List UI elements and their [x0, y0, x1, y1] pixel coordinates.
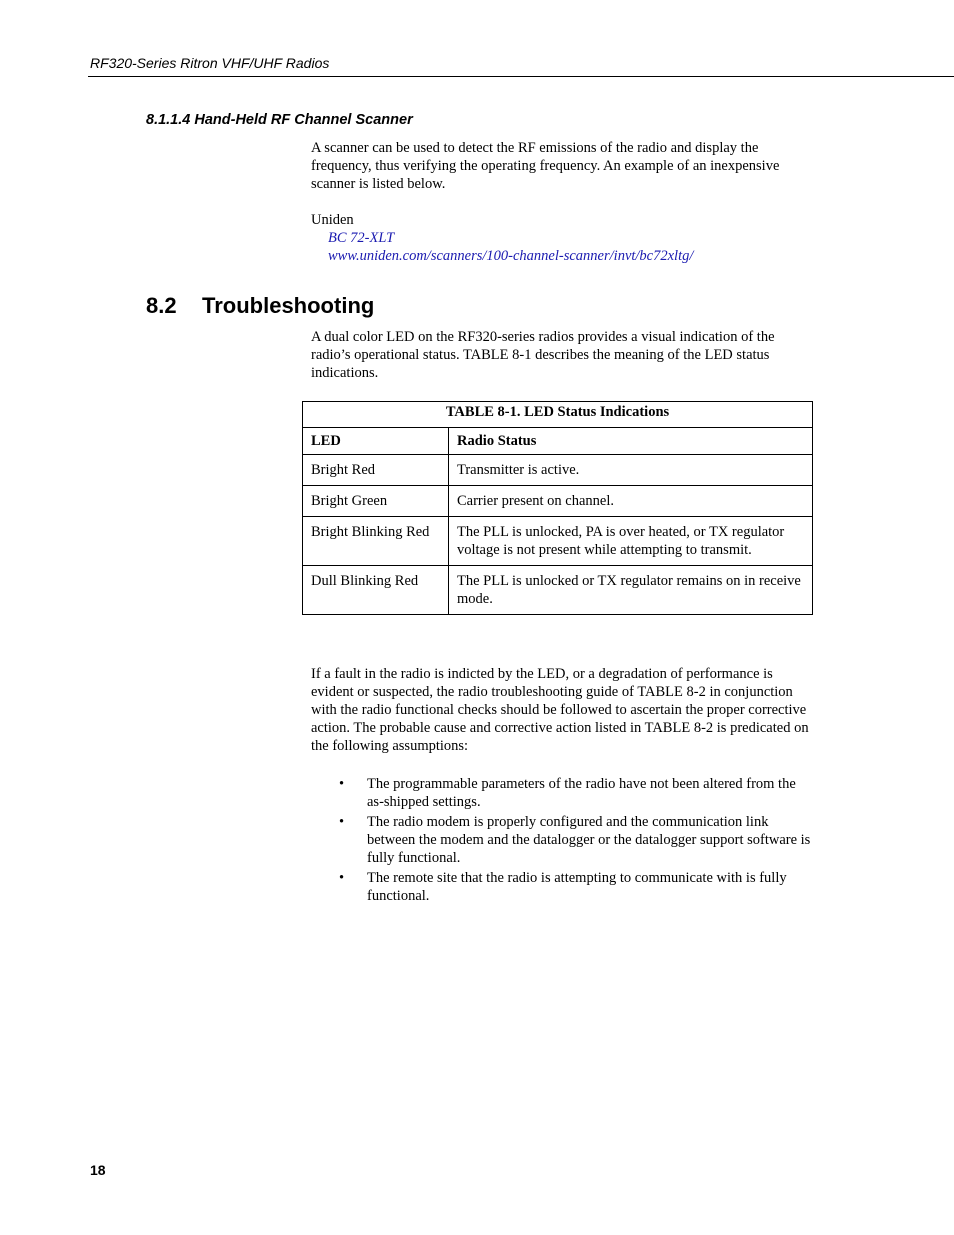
table-caption-row	[303, 402, 813, 428]
table-row	[303, 566, 813, 615]
table-header-row	[303, 428, 813, 455]
list-item	[311, 813, 811, 867]
troubleshooting-intro: A dual color LED on the RF320-series radios provides a visual indication of the radio’s operational status. TABLE 8-1 describes the meaning of the LED status indications.	[311, 329, 775, 381]
led-cell: Bright Blinking Red	[303, 517, 449, 566]
status-cell: The PLL is unlocked, PA is over heated, or TX regulator voltage is not present while attempting to transmit.	[449, 517, 813, 566]
list-item-text: The programmable parameters of the radio have not been altered from the as-shipped settings.	[367, 776, 796, 810]
list-item-text: The radio modem is properly configured and the communication link between the modem and the datalogger or the datalogger support software is fully functional.	[367, 814, 811, 866]
header-led: LED	[303, 428, 449, 455]
list-item-text: The remote site that the radio is attempting to communicate with is fully functional.	[367, 870, 787, 904]
header-rule	[88, 76, 954, 77]
section-number: 8.2	[146, 293, 177, 318]
table-caption: TABLE 8-1. LED Status Indications	[303, 402, 813, 428]
header-radio-status: Radio Status	[449, 428, 813, 455]
bullet-icon: •	[339, 870, 345, 886]
section-title: Troubleshooting	[202, 293, 375, 318]
list-item	[311, 869, 811, 905]
vendor-url-link[interactable]: www.uniden.com/scanners/100-channel-scanner/invt/bc72xltg/	[328, 248, 694, 264]
status-cell: The PLL is unlocked or TX regulator remains on in receive mode.	[449, 566, 813, 615]
bullet-icon: •	[339, 814, 345, 830]
led-cell: Bright Green	[303, 486, 449, 517]
scanner-intro: A scanner can be used to detect the RF emissions of the radio and display the frequency, thus verifying the operating frequency. An example of an inexpensive scanner is listed below.	[311, 140, 780, 192]
assumptions-list	[311, 775, 811, 907]
fault-paragraph: If a fault in the radio is indicted by the LED, or a degradation of performance is evident or suspected, the radio troubleshooting guide of TABLE 8-2 in conjunction with the radio functional checks should be followed to ascertain the proper corrective action. The probable cause and corrective action listed in TABLE 8-2 is predicated on the following assumptions:	[311, 666, 809, 754]
led-cell: Bright Red	[303, 455, 449, 486]
status-cell: Transmitter is active.	[449, 455, 813, 486]
model-link[interactable]: BC 72-XLT	[328, 230, 395, 246]
led-cell: Dull Blinking Red	[303, 566, 449, 615]
table-row	[303, 486, 813, 517]
table-row	[303, 455, 813, 486]
running-header: RF320-Series Ritron VHF/UHF Radios	[90, 55, 330, 71]
status-cell: Carrier present on channel.	[449, 486, 813, 517]
led-status-table	[302, 401, 813, 615]
page-number: 18	[90, 1162, 106, 1178]
subsection-heading: 8.1.1.4 Hand-Held RF Channel Scanner	[146, 112, 413, 128]
section-heading	[146, 293, 374, 319]
bullet-icon: •	[339, 776, 345, 792]
table-row	[303, 517, 813, 566]
vendor-name: Uniden	[311, 212, 354, 228]
list-item	[311, 775, 811, 811]
